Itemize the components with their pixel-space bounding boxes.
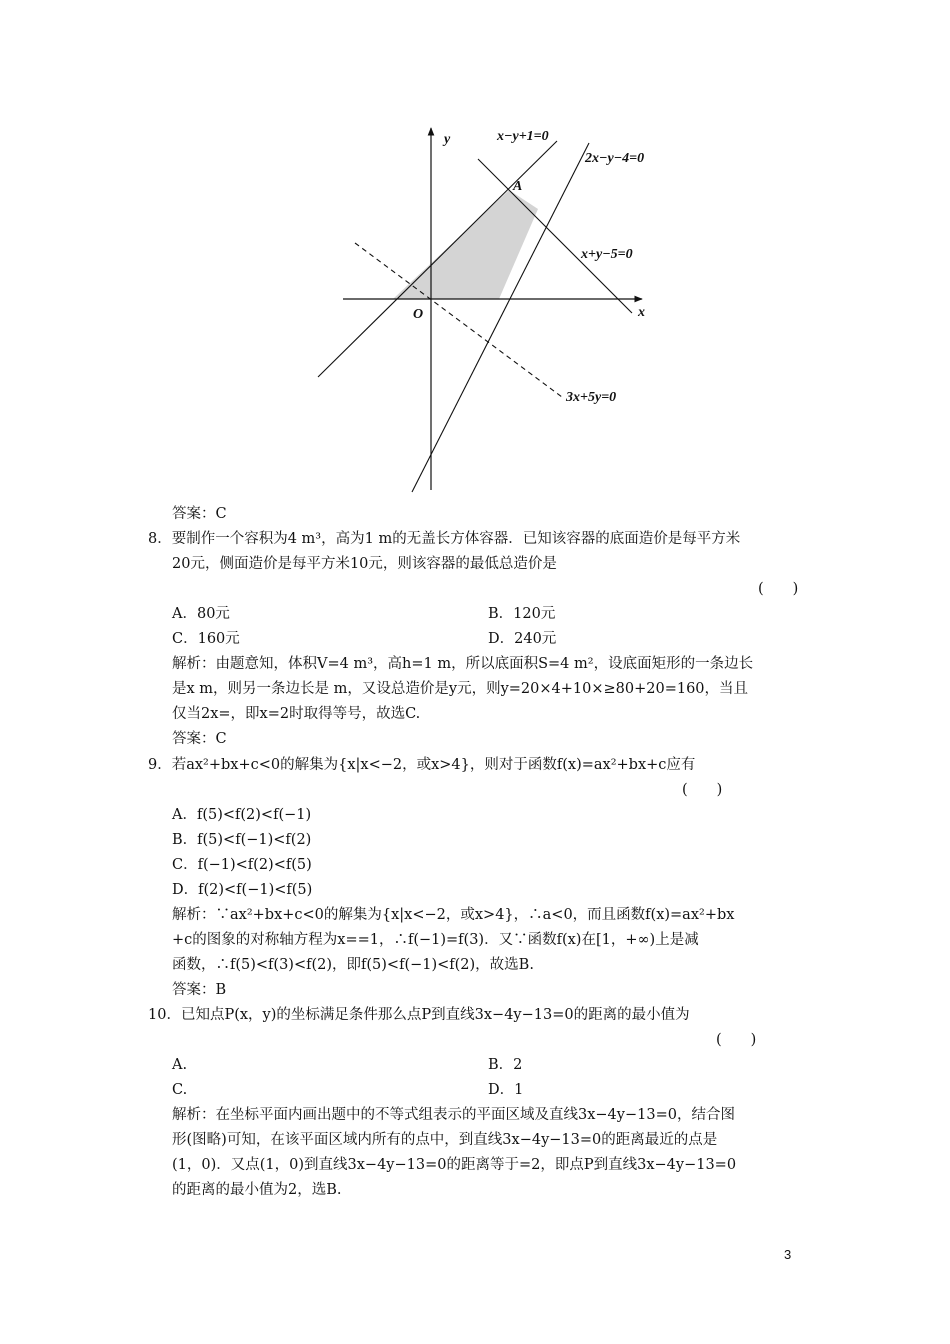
- q10-option-c: C.: [172, 1082, 188, 1098]
- line-2x-minus-y-minus-4: [412, 143, 589, 492]
- q9-option-a: A．f(5)<f(2)<f(−1): [172, 807, 312, 823]
- q9-answer: 答案：B: [172, 982, 227, 998]
- q10-option-b: B．2: [488, 1057, 523, 1073]
- q7-answer: 答案：C: [172, 506, 227, 522]
- q8-option-a: A．80元: [172, 606, 230, 622]
- q10-solution-line4: 的距离的最小值为2，选B.: [172, 1182, 342, 1198]
- q8-solution-line3: 仅当2x=，即x=2时取得等号，故选C.: [172, 706, 421, 722]
- q10-solution-line3: (1，0)．又点(1，0)到直线3x−4y−13=0的距离等于=2，即点P到直线3x−4y−13=0: [172, 1157, 737, 1173]
- q9-answer-bracket: ( ): [682, 782, 723, 798]
- q9-option-d: D．f(2)<f(−1)<f(5): [172, 882, 313, 898]
- q8-option-d: D．240元: [488, 631, 557, 647]
- q9-stem: 9．若ax²+bx+c<0的解集为{x|x<−2，或x>4}，则对于函数f(x)=ax²+bx+c应有: [148, 757, 696, 773]
- q8-option-c: C．160元: [172, 631, 240, 647]
- q8-solution-line2: 是x m，则另一条边长是 m，又设总造价是y元，则y=20×4+10×≥80+20=160，当且: [172, 681, 749, 697]
- q8-answer-bracket: ( ): [758, 581, 799, 597]
- line-x-minus-y-plus-1: [318, 141, 557, 377]
- q10-solution-line1: 解析：在坐标平面内画出题中的不等式组表示的平面区域及直线3x−4y−13=0，结合图: [172, 1107, 735, 1123]
- line3-label: x+y−5=0: [581, 247, 633, 262]
- q8-option-b: B．120元: [488, 606, 556, 622]
- q10-option-a: A.: [172, 1057, 188, 1073]
- q9-option-b: B．f(5)<f(−1)<f(2): [172, 832, 312, 848]
- q10-option-d: D．1: [488, 1082, 524, 1098]
- line1-label: x−y+1=0: [497, 129, 549, 144]
- q10-answer-bracket: ( ): [716, 1032, 757, 1048]
- y-axis-label: y: [444, 132, 451, 147]
- line2-label: 2x−y−4=0: [585, 151, 645, 166]
- q8-solution-line1: 解析：由题意知，体积V=4 m³，高h=1 m，所以底面积S=4 m²，设底面矩形的一条边长: [172, 656, 754, 672]
- q10-stem: 10．已知点P(x，y)的坐标满足条件那么点P到直线3x−4y−13=0的距离的最小值为: [148, 1007, 690, 1023]
- q9-solution-line2: +c的图象的对称轴方程为x==1，∴f(−1)=f(3)．又∵函数f(x)在[1，+∞)上是减: [172, 932, 699, 948]
- q9-solution-line1: 解析：∵ax²+bx+c<0的解集为{x|x<−2，或x>4}，∴a<0，而且函数f(x)=ax²+bx: [172, 907, 735, 923]
- q9-option-c: C．f(−1)<f(2)<f(5): [172, 857, 312, 873]
- q8-stem-line2: 20元，侧面造价是每平方米10元，则该容器的最低总造价是: [172, 556, 557, 572]
- q9-solution-line3: 函数，∴f(5)<f(3)<f(2)，即f(5)<f(−1)<f(2)，故选B.: [172, 957, 534, 973]
- x-axis-label: x: [638, 305, 645, 320]
- origin-label: O: [413, 307, 424, 322]
- q8-answer: 答案：C: [172, 731, 227, 747]
- shaded-region: [393, 190, 538, 299]
- q10-solution-line2: 形(图略)可知，在该平面区域内所有的点中，到直线3x−4y−13=0的距离最近的点是: [172, 1132, 718, 1148]
- feasible-region-figure: [0, 0, 950, 500]
- point-a-label: A: [513, 179, 523, 194]
- line4-label: 3x+5y=0: [566, 390, 617, 405]
- page-number: 3: [784, 1247, 792, 1262]
- q8-stem-line1: 8．要制作一个容积为4 m³，高为1 m的无盖长方体容器．已知该容器的底面造价是每平方米: [148, 531, 741, 547]
